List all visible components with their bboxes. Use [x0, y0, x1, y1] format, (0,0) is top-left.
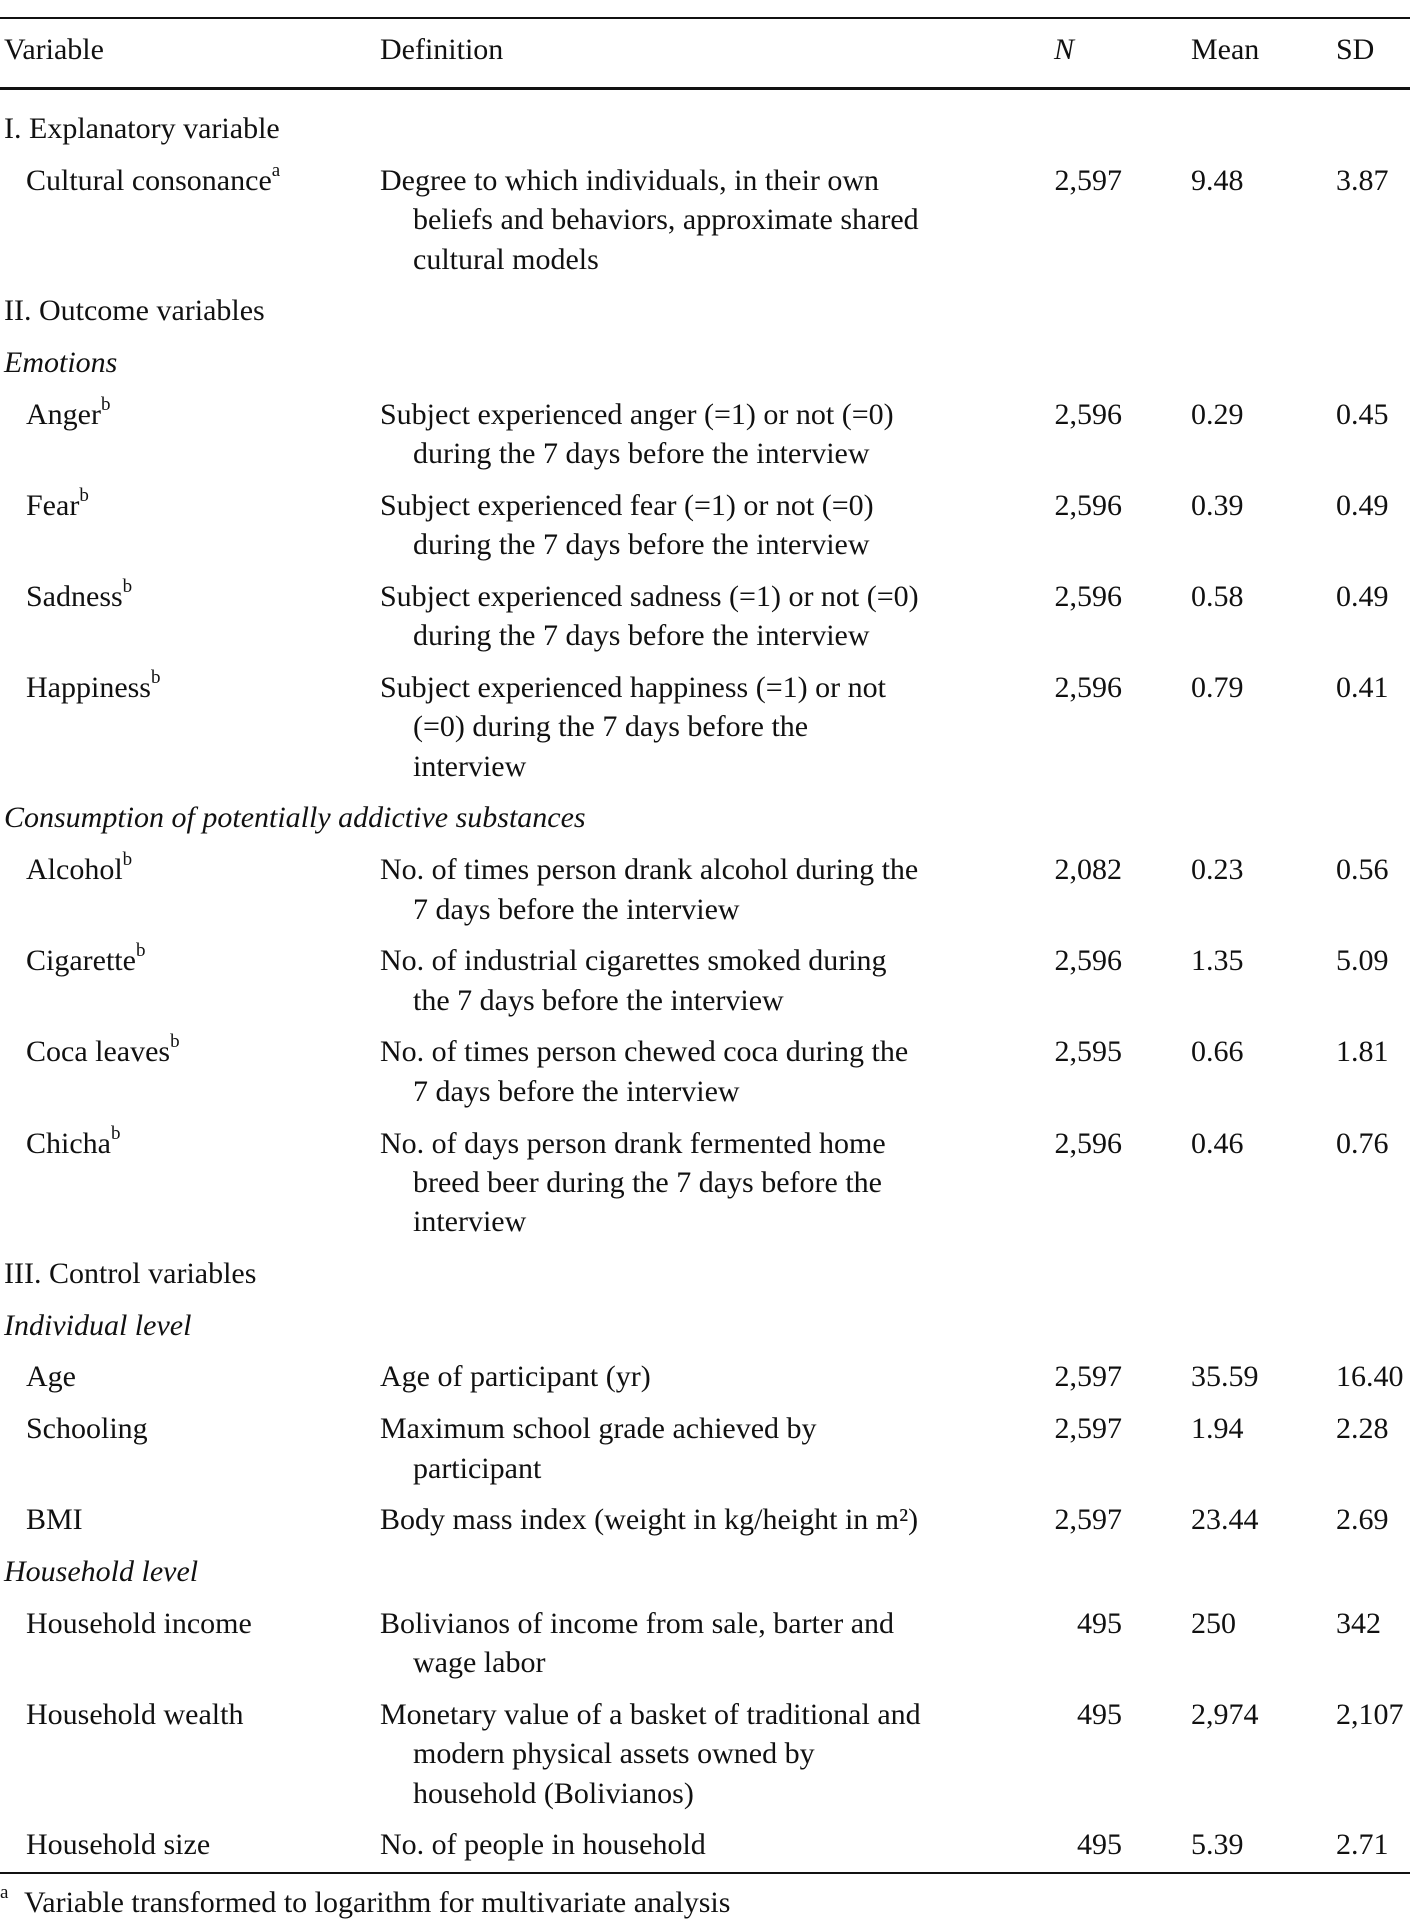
subsection-heading	[0, 343, 1421, 382]
variable-name: Age	[26, 1360, 76, 1394]
variable-cell	[4, 668, 160, 707]
variable-cell	[4, 1604, 252, 1643]
definition-line: modern physical assets owned by	[413, 1737, 815, 1771]
definition-cell	[380, 1409, 1421, 1488]
definition-line: interview	[413, 1205, 527, 1239]
mean-value: 1.35	[1191, 944, 1244, 978]
variable-name: Household income	[26, 1606, 252, 1640]
sd-value: 0.49	[1336, 579, 1389, 613]
section-label: III. Control variables	[4, 1257, 257, 1291]
mean-value: 1.94	[1191, 1412, 1244, 1446]
definition-line: No. of days person drank fermented home	[380, 1126, 886, 1160]
variable-name: Alcohol	[26, 853, 123, 887]
sd-value: 2.28	[1336, 1412, 1389, 1446]
sd-value: 5.09	[1336, 944, 1389, 978]
definition-line: Maximum school grade achieved by	[380, 1412, 817, 1446]
variable-name: Happiness	[26, 670, 151, 704]
variable-name: Coca leaves	[26, 1035, 171, 1069]
variable-name: Household wealth	[26, 1697, 244, 1731]
definition-line: (=0) during the 7 days before the	[413, 710, 809, 744]
sd-value: 0.56	[1336, 853, 1389, 887]
definition-cell	[380, 850, 1421, 929]
definition-line: the 7 days before the interview	[413, 983, 784, 1017]
table-row	[0, 1357, 1421, 1396]
variable-name: Cigarette	[26, 944, 136, 978]
definition-cell	[380, 1695, 1421, 1813]
n-value: 2,595	[1054, 1035, 1122, 1069]
table-row	[0, 1695, 1421, 1813]
mean-value: 35.59	[1191, 1360, 1259, 1394]
definition-line: during the 7 days before the interview	[413, 528, 870, 562]
variable-cell	[4, 486, 89, 525]
table-row	[0, 1409, 1421, 1488]
variable-name: Anger	[26, 397, 101, 431]
definition-line: breed beer during the 7 days before the	[413, 1165, 882, 1199]
subsection-heading	[0, 798, 1421, 837]
variable-cell	[4, 850, 132, 889]
definition-cell	[380, 1604, 1421, 1683]
definition-line: Subject experienced sadness (=1) or not (=0)	[380, 579, 919, 613]
n-value: 2,597	[1054, 1503, 1122, 1537]
variable-name: Fear	[26, 488, 80, 522]
variable-cell	[4, 1500, 83, 1539]
footnote-marker: b	[135, 940, 146, 962]
header-n: N	[1053, 33, 1074, 66]
definition-line: No. of times person chewed coca during the	[380, 1035, 909, 1069]
footnote-marker: a	[271, 159, 281, 181]
subsection-label: Individual level	[4, 1308, 192, 1342]
sd-value: 0.45	[1336, 397, 1389, 431]
definition-cell	[380, 1825, 1421, 1864]
definition-cell	[380, 577, 1421, 656]
sd-value: 2.71	[1336, 1828, 1389, 1862]
definition-line: Subject experienced anger (=1) or not (=0)	[380, 397, 894, 431]
sd-value: 1.81	[1336, 1035, 1389, 1069]
variable-cell	[4, 577, 132, 616]
definition-line: during the 7 days before the interview	[413, 437, 870, 471]
definition-line: No. of industrial cigarettes smoked during	[380, 944, 887, 978]
definition-cell	[380, 395, 1421, 474]
mean-value: 0.29	[1191, 397, 1244, 431]
table-row	[0, 1604, 1421, 1683]
variable-cell	[4, 1124, 120, 1163]
definition-cell	[380, 1124, 1421, 1242]
footnote-marker: b	[122, 575, 133, 597]
definition-line: Subject experienced fear (=1) or not (=0)	[380, 488, 874, 522]
definition-line: during the 7 days before the interview	[413, 619, 870, 653]
definition-cell	[380, 1500, 1421, 1539]
mean-value: 0.23	[1191, 853, 1244, 887]
table-body	[0, 109, 1421, 1877]
definition-cell	[380, 668, 1421, 786]
definition-cell	[380, 486, 1421, 565]
section-label: II. Outcome variables	[4, 294, 265, 328]
sd-value: 0.41	[1336, 670, 1389, 704]
table-row	[0, 161, 1421, 279]
table-row	[0, 1124, 1421, 1242]
header-definition: Definition	[380, 33, 504, 66]
definition-line: Monetary value of a basket of traditional and	[380, 1697, 921, 1731]
table-row	[0, 668, 1421, 786]
section-heading	[0, 109, 1421, 148]
table-header	[0, 30, 1421, 70]
variable-cell	[4, 941, 145, 980]
footnote-marker: b	[79, 484, 89, 506]
definition-line: beliefs and behaviors, approximate shared	[413, 203, 919, 237]
subsection-heading	[0, 1552, 1421, 1591]
top-rule	[0, 17, 1410, 19]
definition-cell	[380, 161, 1421, 279]
definition-line: 7 days before the interview	[413, 892, 740, 926]
sd-value: 342	[1336, 1606, 1381, 1640]
n-value: 2,597	[1054, 1360, 1122, 1394]
footnote-marker: b	[110, 1122, 121, 1144]
definition-cell	[380, 941, 1421, 1020]
variable-cell	[4, 395, 110, 434]
variable-name: Cultural consonance	[26, 163, 272, 197]
footnote-marker: b	[122, 849, 133, 871]
definition-line: interview	[413, 749, 527, 783]
section-label: I. Explanatory variable	[4, 112, 280, 145]
sd-value: 2,107	[1336, 1697, 1404, 1731]
subsection-label: Consumption of potentially addictive substances	[4, 801, 586, 835]
section-heading	[0, 291, 1421, 330]
header-mean: Mean	[1191, 33, 1260, 66]
n-value: 2,596	[1054, 944, 1122, 978]
header-sd: SD	[1336, 33, 1375, 66]
sd-value: 0.76	[1336, 1126, 1389, 1160]
variable-cell	[4, 1357, 76, 1396]
header-variable: Variable	[4, 33, 104, 66]
mean-value: 5.39	[1191, 1828, 1244, 1862]
definition-line: 7 days before the interview	[413, 1074, 740, 1108]
table-row	[0, 577, 1421, 656]
bottom-rule	[0, 1872, 1410, 1874]
sd-value: 2.69	[1336, 1503, 1389, 1537]
footnote-marker: b	[170, 1031, 180, 1053]
definition-line: wage labor	[413, 1646, 546, 1680]
definition-line: Body mass index (weight in kg/height in m²)	[380, 1503, 919, 1537]
definition-cell	[380, 1032, 1421, 1111]
definition-line: Bolivianos of income from sale, barter and	[380, 1606, 895, 1640]
subsection-label: Emotions	[4, 345, 118, 379]
sd-value: 3.87	[1336, 163, 1389, 197]
n-value: 2,596	[1054, 579, 1122, 613]
variable-cell	[4, 1409, 148, 1448]
mean-value: 9.48	[1191, 163, 1244, 197]
variable-cell	[4, 1825, 210, 1864]
mean-value: 0.66	[1191, 1035, 1244, 1069]
table-row	[0, 486, 1421, 565]
table-row	[0, 850, 1421, 929]
sd-value: 16.40	[1336, 1360, 1404, 1394]
mean-value: 250	[1191, 1606, 1236, 1640]
definition-line: No. of people in household	[380, 1828, 706, 1862]
variable-cell	[4, 1695, 243, 1734]
n-value: 2,596	[1054, 397, 1122, 431]
table-row	[0, 395, 1421, 474]
n-value: 2,597	[1054, 1412, 1122, 1446]
n-value: 2,596	[1054, 1126, 1122, 1160]
table-row	[0, 941, 1421, 1020]
sd-value: 0.49	[1336, 488, 1389, 522]
n-value: 2,596	[1054, 488, 1122, 522]
footnote-mark: a	[0, 1882, 9, 1903]
subsection-heading	[0, 1306, 1421, 1345]
variable-name: BMI	[26, 1503, 83, 1537]
table-row	[0, 1500, 1421, 1539]
mean-value: 0.46	[1191, 1126, 1244, 1160]
section-heading	[0, 1254, 1421, 1293]
n-value: 495	[1077, 1828, 1122, 1862]
mean-value: 0.79	[1191, 670, 1244, 704]
definition-line: cultural models	[413, 242, 599, 276]
header-rule	[0, 87, 1410, 90]
variable-cell	[4, 1032, 180, 1071]
definition-line: household (Bolivianos)	[413, 1776, 694, 1810]
mean-value: 0.58	[1191, 579, 1244, 613]
footnote-marker: b	[150, 666, 161, 688]
subsection-label: Household level	[4, 1554, 199, 1588]
variable-name: Sadness	[26, 579, 123, 613]
footnote-text: Variable transformed to logarithm for multivariate analysis	[23, 1886, 731, 1919]
n-value: 2,597	[1054, 163, 1122, 197]
mean-value: 2,974	[1191, 1697, 1259, 1731]
footnote-marker: b	[100, 393, 111, 415]
footnote	[0, 1883, 730, 1923]
mean-value: 0.39	[1191, 488, 1244, 522]
definition-line: participant	[413, 1451, 542, 1485]
mean-value: 23.44	[1191, 1503, 1259, 1537]
n-value: 495	[1077, 1606, 1122, 1640]
n-value: 2,082	[1054, 853, 1122, 887]
definition-line: No. of times person drank alcohol during the	[380, 853, 919, 887]
definition-line: Subject experienced happiness (=1) or not	[380, 670, 886, 704]
n-value: 2,596	[1054, 670, 1122, 704]
n-value: 495	[1077, 1697, 1122, 1731]
variable-name: Schooling	[26, 1412, 148, 1446]
table-row	[0, 1032, 1421, 1111]
variable-name: Chicha	[26, 1126, 111, 1160]
definition-line: Degree to which individuals, in their own	[380, 163, 880, 197]
definition-cell	[380, 1357, 1421, 1396]
definition-line: Age of participant (yr)	[380, 1360, 651, 1394]
variable-name: Household size	[26, 1828, 211, 1862]
variable-cell	[4, 161, 280, 200]
table-row	[0, 1825, 1421, 1864]
